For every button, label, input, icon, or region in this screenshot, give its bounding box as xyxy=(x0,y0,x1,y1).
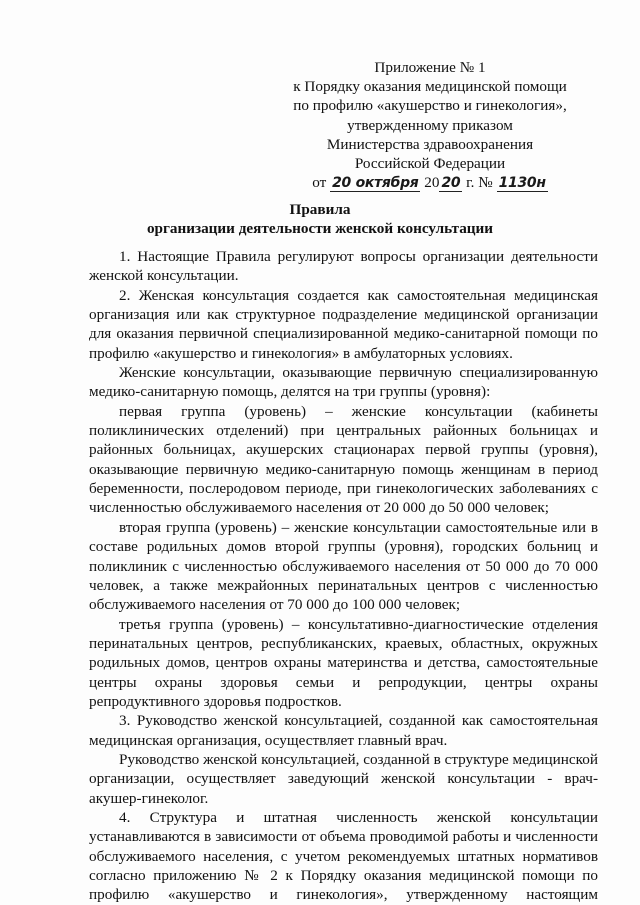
order-number-field xyxy=(497,175,548,192)
date-g-label: г. № xyxy=(466,174,493,192)
paragraph-1: 1. Настоящие Правила регулируют вопросы организации деятельности женской консультации. xyxy=(89,248,598,285)
date-day-month xyxy=(330,175,420,192)
handwritten-year: 20 xyxy=(441,175,461,192)
document-subtitle: организации деятельности женской консультации xyxy=(146,220,494,237)
document-title: Правила xyxy=(289,201,351,218)
date-prefix: от xyxy=(312,174,327,192)
handwritten-date: 20 октября xyxy=(332,175,419,192)
handwritten-order-number: 1130н xyxy=(498,175,546,192)
paragraph-5: вторая группа (уровень) – женские консультации самостоятельные или в составе родильных домов второй группы (уровня), городских больниц и поликлиник с численностью обслуживаемого населения от 50 000 до 70 000 человек, а также межрайонных перинатальных центров с численностью обслуживаемого населения от 70 000 до 100 000 человек; xyxy=(89,518,598,614)
appendix-header xyxy=(270,58,590,192)
paragraph-8: Руководство женской консультацией, созданной в структуре медицинской организации, осуществляет заведующий женской консультации - врач-акушер-гинеколог. xyxy=(89,750,598,807)
paragraph-9: 4. Структура и штатная численность женской консультации устанавливаются в зависимости от объема проводимой работы и численности обслуживаемого населения, с учетом рекомендуемых штатных нормативов согласно приложению № 2 к Порядку оказания медицинской помощи по профилю «акушерство и гинекология», утвержденному настоящим xyxy=(89,808,598,904)
appendix-line: к Порядку оказания медицинской помощи xyxy=(293,78,567,96)
order-date-line xyxy=(270,173,590,192)
date-year-field xyxy=(439,175,462,192)
date-year-prefix: 20 xyxy=(424,174,440,192)
paragraph-6: третья группа (уровень) – консультативно-диагностические отделения перинатальных центров, республиканских, краевых, областных, окружных родильных домов, центров охраны материнства и детства, самостоятельные центры охраны здоровья семьи и репродукции, центры охраны репродуктивного здоровья подростков. xyxy=(89,615,598,710)
appendix-line: по профилю «акушерство и гинекология», xyxy=(293,97,567,115)
paragraph-2: 2. Женская консультация создается как самостоятельная медицинская организация или как структурное подразделение медицинской организации для оказания первичной специализированной медико-санитарной помощи по профилю «акушерство и гинекология» в амбулаторных условиях. xyxy=(89,286,598,362)
appendix-number: Приложение № 1 xyxy=(374,59,486,76)
appendix-line: утвержденному приказом xyxy=(347,116,513,134)
paragraph-7: 3. Руководство женской консультацией, созданной как самостоятельная медицинская организация, осуществляет главный врач. xyxy=(89,712,598,749)
document-body xyxy=(89,247,598,905)
appendix-line: Министерства здравоохранения xyxy=(326,135,534,153)
paragraph-3: Женские консультации, оказывающие первичную специализированную медико-санитарную помощь, делятся на три группы (уровня): xyxy=(89,364,598,401)
paragraph-4: первая группа (уровень) – женские консультации (кабинеты поликлинических отделений) при центральных районных больницах и районных больницах, акушерских стационарах первой группы (уровня), оказывающие первичную медико-санитарную помощь женщинам в период беременности, послеродовом периоде, при гинекологических заболеваниях с численностью обслуживаемого населения от 20 000 до 50 000 человек; xyxy=(89,402,598,517)
appendix-line: Российской Федерации xyxy=(354,155,506,173)
